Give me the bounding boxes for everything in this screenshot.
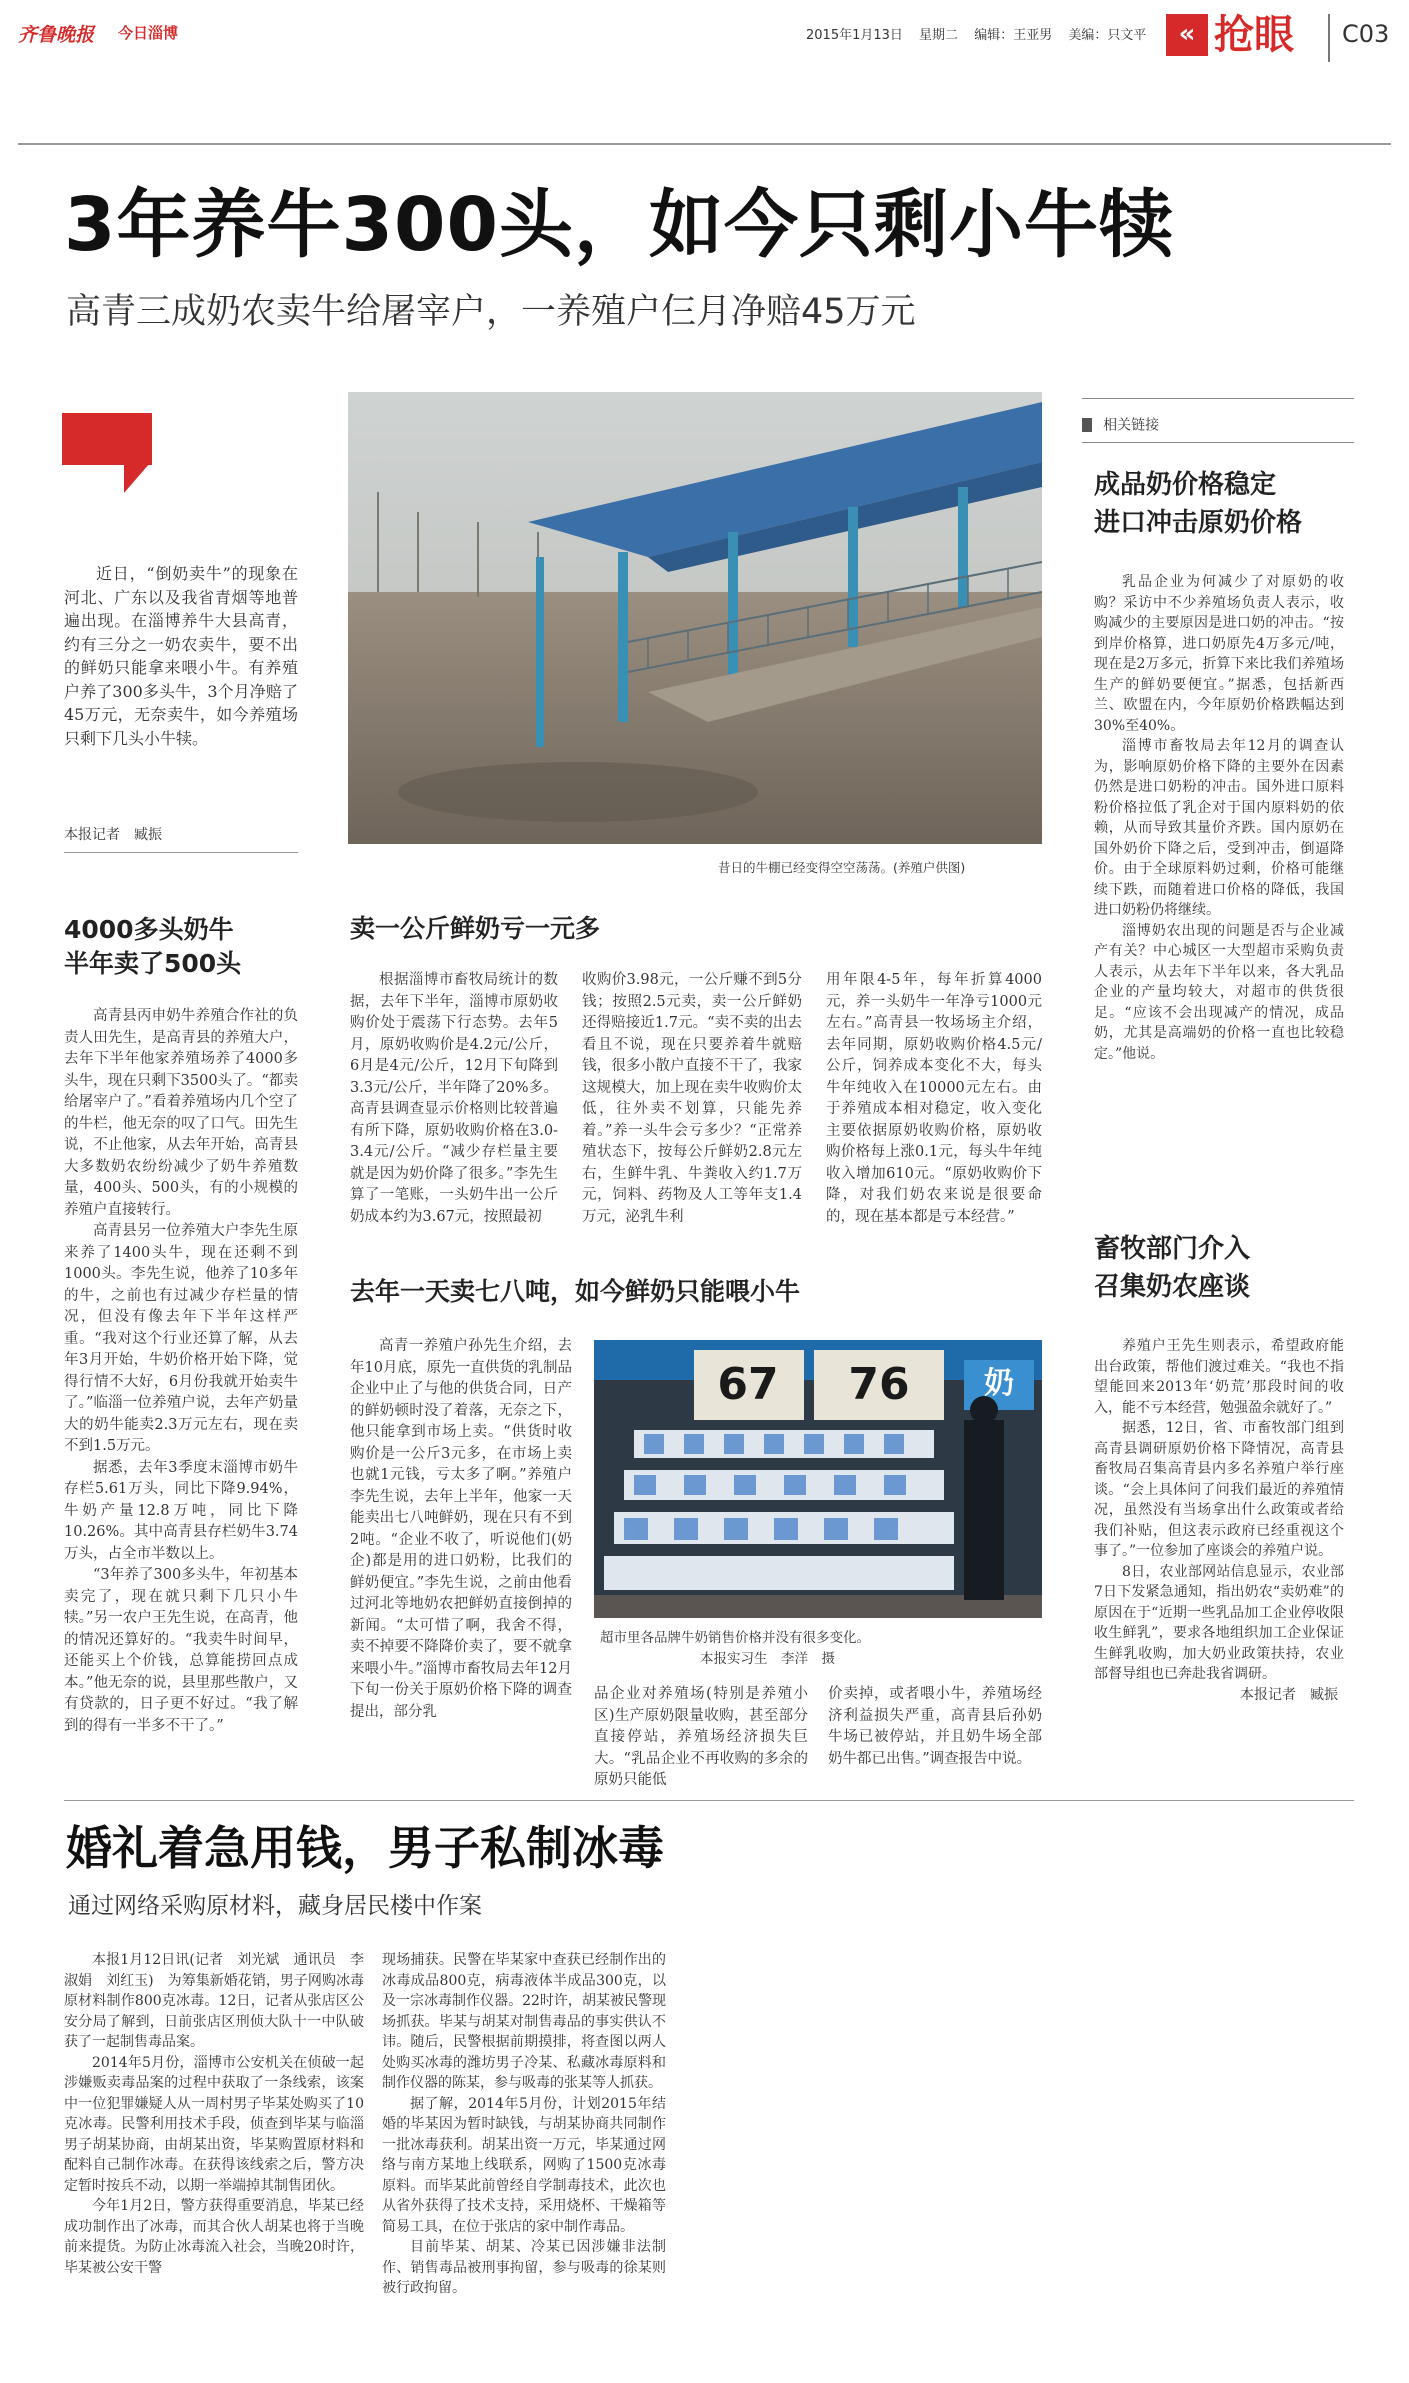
paper-logo: 齐鲁晚报 (18, 24, 95, 46)
section3-col2: 品企业对养殖场(特别是养殖小区)生产原奶限量收购，甚至部分直接停站，养殖场经济损失巨大。“乳品企业不再收购的多余的原奶只能低 (594, 1686, 808, 1788)
sidebar-label-icon (1082, 418, 1092, 432)
lead-byline-rule (64, 852, 298, 853)
lead-speech-icon (62, 413, 152, 465)
page-number: C03 (1342, 20, 1390, 48)
sidebar-story1-body: 乳品企业为何减少了对原奶的收购？采访中不少养殖场负责人表示，收购减少的主要原因是进口奶的冲击。“按到岸价格算，进口奶原先4万多元/吨，现在是2万多元，折算下来比我们养殖场生产的鲜奶要便宜。”据悉，包括新西兰、欧盟在内，今年原奶价格跌幅达到30%至40%。 淄博市畜牧局去年12月的调查认为，影响原奶价格下降的主要外在因素仍然是进口奶粉的冲击。国外进口原料粉价格拉低了乳企对于国内原料奶的依赖，从而导致其量价齐跌。国内原奶在国外奶价下降之后，受到冲击，倒逼降价。由于全球原料奶过剩，价格可能继续下跌，而随着进口价格的降低，我国进口奶粉仍将继续。 淄博奶农出现的问题是否与企业减产有关？中心城区一大型超市采购负责人表示，从去年下半年以来，各大乳品企业的产量均较大，对超市的供货很足。“应该不会出现减产的情况，成品奶，尤其是高端奶的价格一直也比较稳定。”他说。 (1094, 574, 1344, 1062)
section3-title: 去年一天卖七八吨，如今鲜奶只能喂小牛 (350, 1277, 801, 1306)
main-headline: 3年养牛300头，如今只剩小牛犊 (64, 182, 1174, 268)
designer-credit: 美编：只文平 (1068, 28, 1147, 43)
story-divider (64, 1800, 1354, 1801)
editor-credit: 编辑：王亚男 (974, 28, 1053, 43)
sidebar-byline: 本报记者 臧振 (1240, 1686, 1338, 1703)
issue-weekday: 星期二 (919, 28, 959, 43)
cowshed-photo-caption: 昔日的牛棚已经变得空空荡荡。(养殖户供图) (718, 860, 966, 875)
section3-col3: 价卖掉，或者喂小牛，养殖场经济利益损失严重，高青县后孙奶牛场已被停站，并且奶牛场全部奶牛都已出售。”调查报告中说。 (828, 1686, 1042, 1767)
cowshed-illustration (348, 392, 1042, 844)
second-story-col1: 本报1月12日讯(记者 刘光斌 通讯员 李淑娟 刘红玉) 为筹集新婚花销，男子网购冰毒原材料制作800克冰毒。12日，记者从张店区公安分局了解到，日前张店区刑侦大队十一中队破获了一起制售毒品案。 2014年5月份，淄博市公安机关在侦破一起涉嫌贩卖毒品案的过程中获取了一条线索，该案中一位犯罪嫌疑人从一周村男子毕某处购买了10克冰毒。民警利用技术手段，侦查到毕某与临淄男子胡某协商，由胡某出资，毕某购置原材料和配料自己制作冰毒。在获得该线索之后，警方决定暂时按兵不动，以期一举端掉其制售团伙。 今年1月2日，警方获得重要消息，毕某已经成功制作出了冰毒，而其合伙人胡某也将于当晚前来提货。为防止冰毒流入社会，当晚20时许，毕某被公安干警 (64, 1952, 364, 2276)
sidebar-story1-title: 成品奶价格稳定 进口冲击原奶价格 (1094, 470, 1303, 538)
masthead-divider (1328, 14, 1330, 62)
photo2-credit: 本报实习生 李洋 摄 (700, 1651, 835, 1667)
masthead (0, 0, 1409, 140)
supermarket-photo-caption (600, 1628, 1040, 1670)
section1-title: 4000多头奶牛 半年卖了500头 (64, 915, 242, 978)
photo2-caption-text: 超市里各品牌牛奶销售价格并没有很多变化。 (600, 1630, 870, 1646)
second-story-col2: 现场捕获。民警在毕某家中查获已经制作出的冰毒成品800克，病毒液体半成品300克，以及一宗冰毒制作仪器。22时许，胡某被民警现场抓获。毕某与胡某对制售毒品的事实供认不讳。随后，民警根据前期摸排，将查图以两人处购买冰毒的潍坊男子冷某、私藏冰毒原料和制作仪器的陈某，参与吸毒的张某等人抓获。 据了解，2014年5月份，计划2015年结婚的毕某因为暂时缺钱，与胡某协商共同制作一批冰毒获利。胡某出资一万元，毕某通过网络与南方某地上线联系，网购了1500克冰毒原料。而毕某此前曾经自学制毒技术，此次也从省外获得了技术支持，采用烧杯、干燥箱等简易工具，在位于张店的家中制作毒品。 目前毕某、胡某、冷某已因涉嫌非法制作、销售毒品被刑事拘留，参与吸毒的徐某则被行政拘留。 (382, 1952, 666, 2296)
second-subheadline: 通过网络采购原材料，藏身居民楼中作案 (68, 1893, 482, 1919)
sidebar-story2-body: 养殖户王先生则表示，希望政府能出台政策，帮他们渡过难关。“我也不指望能回来2013年‘奶荒’那段时间的收入，能不亏本经营，勉强盈余就好了。” 据悉，12日，省、市畜牧部门组到高青县调研原奶价格下降情况，高青县畜牧局召集高青县内多名养殖户举行座谈。“会上具体问了问我们最近的养殖情况，虽然没有当场拿出什么政策或者给我们补贴，但这表示政府已经重视这个事了。”一位参加了座谈会的养殖户说。 8日，农业部网站信息显示，农业部7日下发紧急通知，指出奶农“卖奶难”的原因在于“近期一些乳品加工企业停收限收生鲜乳”，要求各地组织加工企业保证生鲜乳收购，加大奶业政策扶持，农业部督导组也已奔赴我省调研。 本报记者 臧振 (1094, 1336, 1344, 1705)
lead-byline: 本报记者 臧振 (64, 827, 162, 843)
masthead-rule (18, 143, 1391, 145)
section2-col1: 根据淄博市畜牧局统计的数据，去年下半年，淄博市原奶收购价处于震荡下行态势。去年5月，原奶收购价是4.2元/公斤，6月是4元/公斤，12月下旬降到3.3元/公斤，半年降了20%多。高青县调查显示价格则比较普遍有所下降，原奶收购价格在3.0-3.4元/公斤。“减少存栏量主要就是因为奶价降了很多。”李先生算了一笔账，一头奶牛出一公斤奶成本约为3.67元，按照最初 (350, 972, 558, 1225)
column-tag-icon: « (1166, 14, 1208, 56)
sidebar-story2-title: 畜牧部门介入 召集奶农座谈 (1094, 1234, 1251, 1302)
section2-col3: 用年限4-5年，每年折算4000元，养一头奶牛一年净亏1000元左右。”高青县一牧场场主介绍，去年同期，原奶收购价格4.5元/公斤，饲养成本变化不大，每头牛年纯收入在10000元左右。由于养殖成本相对稳定，收入变化主要依据原奶收购价格，原奶收购价格每上涨0.1元，每头牛年纯收入增加610元。“原奶收购价下降，对我们奶农来说是很要命的，现在基本都是亏本经营。” (826, 972, 1042, 1225)
column-tag: 抢眼 (1214, 12, 1294, 58)
issue-date: 2015年1月13日 (806, 28, 903, 43)
brand-sign: 奶 (984, 1366, 1014, 1401)
second-headline: 婚礼着急用钱，男子私制冰毒 (66, 1821, 664, 1875)
section1-body: 高青县丙申奶牛养殖合作社的负责人田先生，是高青县的养殖大户，去年下半年他家养殖场养了4000多头牛，现在只剩下3500头了。“都卖给屠宰户了。”看着养殖场内几个空了的牛栏，他无奈的叹了口气。田先生说，不止他家，从去年开始，高青县大多数奶农纷纷减少了奶牛养殖数量，400头、500头，有的小规模的养殖户直接转行。 高青县另一位养殖大户李先生原来养了1400头牛，现在还剩不到1000头。李先生说，他养了10多年的牛，之前也有过减少存栏量的情况，但没有像去年下半年这样严重。“我对这个行业还算了解，从去年3月开始，牛奶价格开始下降，觉得行情不大好，6月份我就开始卖牛了。”临淄一位养殖户说，去年产奶量大的奶牛能卖2.3万元左右，现在卖不到1.5万元。 据悉，去年3季度末淄博市奶牛存栏5.61万头，同比下降9.94%，牛奶产量12.8万吨，同比下降10.26%。其中高青县存栏奶牛3.74万头，占全市半数以上。 “3年养了300多头牛，年初基本卖完了，现在就只剩下几只小牛犊。”另一农户王先生说，在高青，他的情况还算好的。“我卖牛时间早，还能买上个价钱，总算能捞回点成本。”他无奈的说，县里那些散户，又有贷款的，日子更不好过。“我了解到的得有一半多不干了。” (64, 1008, 298, 1734)
cowshed-photo (348, 392, 1042, 844)
supermarket-photo (594, 1340, 1042, 1618)
section2-title: 卖一公斤鲜奶亏一元多 (350, 914, 601, 943)
price-tag-67: 67 (717, 1359, 779, 1410)
section3-col1: 高青一养殖户孙先生介绍，去年10月底，原先一直供货的乳制品企业中止了与他的供货合同，日产的鲜奶顿时没了着落，无奈之下，他只能拿到市场上卖。“供货时收购价是一公斤3元多，在市场上卖也就1元钱，亏太多了啊。”养殖户李先生说，去年上半年，他家一天能卖出七八吨鲜奶，现在只有不到2吨。“企业不收了，听说他们(奶企)都是用的进口奶粉，比我们的鲜奶便宜。”李先生说，之前由他看过河北等地奶农把鲜奶直接倒掉的新闻。“太可惜了啊，我舍不得，卖不掉要不降降价卖了，要不就拿来喂小牛。”淄博市畜牧局去年12月下旬一份关于原奶价格下降的调查提出，部分乳 (350, 1338, 572, 1720)
sidebar-label-rule (1082, 442, 1354, 443)
price-tag-76: 76 (848, 1359, 910, 1410)
main-subheadline: 高青三成奶农卖牛给屠宰户，一养殖户仨月净赔45万元 (66, 292, 916, 332)
lead-paragraph: 近日，“倒奶卖牛”的现象在河北、广东以及我省青烟等地普遍出现。在淄博养牛大县高青，约有三分之一奶农卖牛，要不出的鲜奶只能拿来喂小牛。有养殖户养了300多头牛，3个月净赔了45万元，无奈卖牛，如今养殖场只剩下几头小牛犊。 (64, 564, 298, 748)
section2-col2: 收购价3.98元，一公斤赚不到5分钱；按照2.5元卖，卖一公斤鲜奶还得赔接近1.7元。“卖不卖的出去看且不说，现在只要养着牛就赔钱，很多小散户直接不干了，我家这规模大，加上现在卖牛收购价太低，往外卖不划算，只能先养着。”养一头牛会亏多少？“正常养殖状态下，按每公斤鲜奶2.8元左右，生鲜牛乳、牛粪收入约1.7万元，饲料、药物及人工等年支1.4万元，泌乳牛利 (582, 972, 802, 1225)
masthead-meta (806, 24, 1146, 43)
sidebar-label: 相关链接 (1082, 414, 1354, 436)
section-name: 今日淄博 (118, 24, 179, 42)
sidebar-top-rule (1082, 398, 1354, 399)
